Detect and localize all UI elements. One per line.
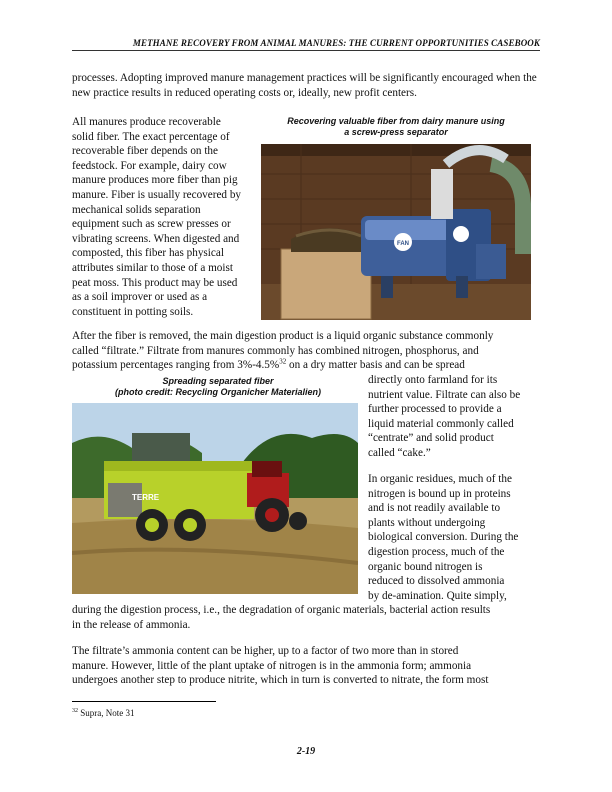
- footnote-text: Supra, Note 31: [78, 708, 135, 718]
- screw-press-photo: [261, 144, 531, 320]
- text-line: constituent in potting soils.: [72, 305, 194, 318]
- text-line: vibrating screens. When digested and: [72, 232, 240, 245]
- text-line: called “filtrate.” Filtrate from manures commonly has combined nitrogen, phosphorus, and: [72, 344, 479, 357]
- paragraph-intro: processes. Adopting improved manure management practices will be significantly encouraged when the new practice results in reduced operating costs or, ideally, new profit centers.: [72, 72, 537, 99]
- text-line: called “cake.”: [368, 446, 431, 459]
- text-line: biological conversion. During the: [368, 531, 519, 544]
- text-line: plants without undergoing: [368, 516, 486, 529]
- paragraph-nitrogen: [368, 472, 540, 603]
- footnote-number: 32: [72, 708, 78, 714]
- text-line: further processed to provide a: [368, 403, 502, 416]
- text-line: After the fiber is removed, the main digestion product is a liquid organic substance commonly: [72, 330, 494, 342]
- text-line: peat moss. This product may be used: [72, 276, 238, 289]
- paragraph-filtrate-continued: [368, 373, 540, 461]
- text-line: recoverable fiber depends on the: [72, 145, 218, 158]
- paragraph-ammonia: [72, 644, 540, 688]
- caption-line: Recovering valuable fiber from dairy manure using: [287, 116, 505, 126]
- text-line: equipment such as screw presses or: [72, 218, 231, 231]
- footnote-ref: 32: [279, 357, 287, 366]
- text-line: digestion process, much of the: [368, 545, 505, 558]
- text-fragment: potassium percentages ranging from 3%-4.5%: [72, 359, 280, 372]
- text-line: nitrogen is bound up in proteins: [368, 487, 511, 500]
- caption-line: Spreading separated fiber: [162, 376, 274, 386]
- text-line: manure. Fiber is usually recovered by: [72, 188, 242, 201]
- caption-line: (photo credit: Recycling Organicher Materialien): [114, 387, 322, 397]
- text-line: reduced to dissolved ammonia: [368, 575, 505, 588]
- text-line: The filtrate’s ammonia content can be higher, up to a factor of two more than in stored: [72, 645, 459, 657]
- text-line: and is not readily available to: [368, 502, 501, 515]
- text-line: composted, this fiber has physical: [72, 247, 224, 260]
- text-line: “centrate” and solid product: [368, 432, 494, 445]
- text-line: by de-amination. Quite simply,: [368, 589, 507, 602]
- text-line: [72, 358, 540, 373]
- text-line: as a soil improver or used as a: [72, 291, 208, 304]
- text-line: undergoes another step to produce nitrite, which in turn is converted to nitrate, the form most: [72, 674, 489, 687]
- running-header: METHANE RECOVERY FROM ANIMAL MANURES: THE CURRENT OPPORTUNITIES CASEBOOK: [132, 38, 540, 48]
- footnote: [72, 708, 135, 718]
- spreader-brand-text: TERRE: [132, 493, 160, 502]
- fiber-spreader-photo: [72, 403, 358, 594]
- fan-logo-text: FAN: [397, 241, 409, 247]
- text-line: attributes similar to those of a moist: [72, 261, 233, 274]
- figure-caption-screw-press: [262, 116, 530, 138]
- paragraph-nitrogen-continued: [72, 603, 540, 632]
- footnote-rule: [72, 701, 216, 702]
- figure-caption-spreader: [78, 376, 358, 398]
- text-line: manure. However, little of the plant uptake of nitrogen is in the ammonia form; ammonia: [72, 659, 472, 672]
- text-line: manure produces more fiber than pig: [72, 174, 238, 187]
- paragraph-fiber: [72, 115, 262, 319]
- text-line: liquid material commonly called: [368, 417, 514, 430]
- text-line: All manures produce recoverable: [72, 116, 221, 128]
- text-line: mechanical solids separation: [72, 203, 201, 216]
- text-line: solid fiber. The exact percentage of: [72, 130, 230, 143]
- text-line: feedstock. For example, dairy cow: [72, 159, 227, 172]
- header-rule: [72, 50, 540, 51]
- caption-line: a screw-press separator: [344, 127, 448, 137]
- text-fragment: on a dry matter basis and can be spread: [286, 359, 465, 372]
- text-line: nutrient value. Filtrate can also be: [368, 388, 521, 401]
- text-line: during the digestion process, i.e., the degradation of organic materials, bacterial action results: [72, 604, 491, 616]
- text-line: organic bound nitrogen is: [368, 560, 483, 573]
- text-line: in the release of ammonia.: [72, 618, 191, 631]
- page-number: 2-19: [296, 746, 316, 757]
- paragraph-filtrate-intro: [72, 329, 540, 373]
- text-line: In organic residues, much of the: [368, 473, 512, 485]
- text-line: directly onto farmland for its: [368, 374, 498, 386]
